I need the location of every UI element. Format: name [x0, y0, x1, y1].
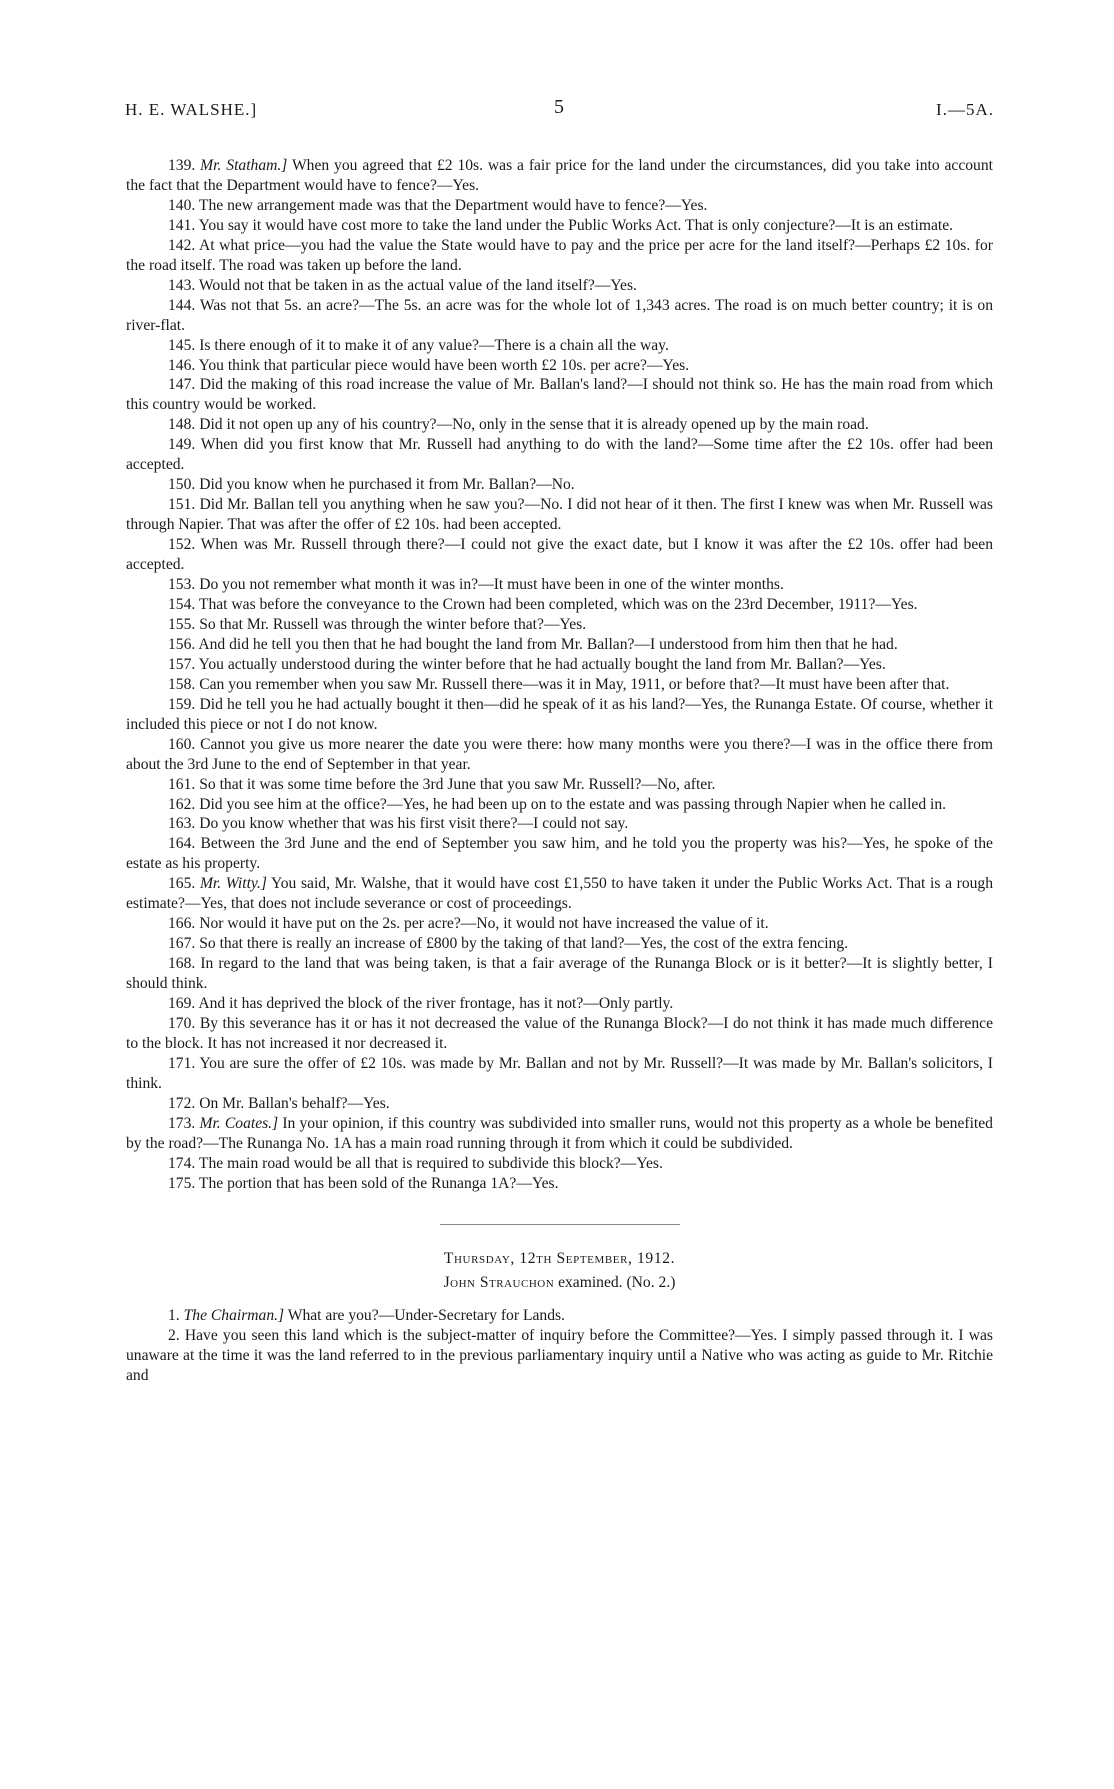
question-text: So that Mr. Russell was through the winter before that?—Yes.	[199, 615, 587, 633]
question-paragraph	[126, 1174, 993, 1194]
question-number: 153.	[168, 576, 196, 594]
question-paragraph	[126, 775, 993, 795]
question-number: 143.	[168, 276, 196, 294]
question-text: Is there enough of it to make it of any value?—There is a chain all the way.	[199, 336, 669, 354]
header-reference: I.—5A.	[936, 100, 994, 119]
question-number: 162.	[168, 795, 196, 813]
question-text: Did you know when he purchased it from Mr. Ballan?—No.	[199, 476, 575, 494]
question-paragraph	[126, 1154, 993, 1174]
question-number: 1.	[168, 1307, 180, 1325]
section-divider	[440, 1224, 680, 1225]
question-number: 146.	[168, 356, 196, 374]
question-number: 163.	[168, 815, 196, 833]
question-text: Did you see him at the office?—Yes, he had been up on to the estate and was passing through Napier when he called in.	[199, 795, 947, 813]
question-paragraph	[126, 1326, 993, 1386]
speaker-name: Mr. Coates.]	[199, 1114, 279, 1132]
question-paragraph	[126, 475, 993, 495]
document-body	[126, 156, 993, 1386]
page-header	[125, 96, 994, 126]
question-paragraph	[126, 914, 993, 934]
question-paragraph	[126, 814, 993, 834]
question-paragraph	[126, 994, 993, 1014]
question-number: 144.	[168, 296, 196, 314]
question-paragraph	[126, 1014, 993, 1054]
question-number: 157.	[168, 655, 196, 673]
question-number: 139.	[168, 157, 196, 174]
question-number: 171.	[168, 1054, 196, 1072]
speaker-name: The Chairman.]	[183, 1307, 285, 1325]
question-number: 160.	[168, 735, 196, 753]
question-number: 145.	[168, 336, 196, 354]
question-number: 158.	[168, 675, 196, 693]
speaker-name: Mr. Witty.]	[199, 875, 267, 893]
question-paragraph	[126, 655, 993, 675]
question-number: 154.	[168, 595, 196, 613]
question-number: 152.	[168, 536, 196, 554]
question-text: And did he tell you then that he had bought the land from Mr. Ballan?—I understood from him then that he had.	[198, 635, 898, 653]
question-paragraph	[126, 595, 993, 615]
question-paragraph	[126, 336, 993, 356]
question-text: By this severance has it or has it not decreased the value of the Runanga Block?—I do not think it has made much difference to the block. It has not increased it nor decreased it.	[126, 1014, 993, 1052]
question-paragraph	[126, 635, 993, 655]
question-paragraph	[126, 435, 993, 475]
question-text: You said, Mr. Walshe, that it would have cost £1,550 to have taken it under the Public Works Act. That is a rough estimate?—Yes, that does not include severance or cost of proceedings.	[126, 875, 994, 913]
question-text: In your opinion, if this country was subdivided into smaller runs, would not this property as a whole be benefited by the road?—The Runanga No. 1A has a main road running through it from which it could be subdivided.	[126, 1114, 993, 1152]
question-paragraph	[126, 375, 993, 415]
question-number: 167.	[168, 935, 196, 953]
question-number: 173.	[168, 1114, 196, 1132]
question-text: The new arrangement made was that the Department would have to fence?—Yes.	[198, 196, 708, 214]
question-text: Would not that be taken in as the actual value of the land itself?—Yes.	[198, 276, 637, 294]
question-paragraph	[126, 535, 993, 575]
question-paragraph	[126, 196, 993, 216]
question-number: 168.	[168, 955, 196, 973]
question-paragraph	[126, 834, 993, 874]
question-paragraph	[126, 296, 993, 336]
question-text: On Mr. Ballan's behalf?—Yes.	[199, 1094, 390, 1112]
question-text: The main road would be all that is required to subdivide this block?—Yes.	[198, 1154, 663, 1172]
question-paragraph	[126, 216, 993, 236]
question-number: 151.	[168, 496, 196, 514]
witness-note: examined. (No. 2.)	[554, 1273, 676, 1291]
question-paragraph	[126, 874, 993, 914]
question-text: Was not that 5s. an acre?—The 5s. an acre was for the whole lot of 1,343 acres. The road is on much better country; it is on river-flat.	[126, 296, 994, 334]
page-number: 5	[554, 96, 565, 118]
question-text: You think that particular piece would have been worth £2 10s. per acre?—Yes.	[198, 356, 690, 374]
question-text: Do you know whether that was his first visit there?—I could not say.	[199, 815, 629, 833]
question-text: Do you not remember what month it was in?—It must have been in one of the winter months.	[199, 576, 784, 594]
question-number: 155.	[168, 615, 196, 633]
question-paragraph	[126, 795, 993, 815]
question-text: That was before the conveyance to the Crown had been completed, which was on the 23rd December, 1911?—Yes.	[198, 595, 918, 613]
question-text: Did Mr. Ballan tell you anything when he saw you?—No. I did not hear of it then. The first I knew was when Mr. Russell was through Napier. That was after the offer of £2 10s. had been accepted.	[126, 496, 994, 534]
question-paragraph	[126, 236, 993, 276]
question-text: In regard to the land that was being taken, is that a fair average of the Runanga Block or is it better?—It is slightly better, I should think.	[126, 955, 993, 993]
question-paragraph	[126, 1306, 993, 1326]
question-text: Have you seen this land which is the subject-matter of inquiry before the Committee?—Yes. I simply passed through it. I was unaware at the time it was the land referred to in the previous parliamentary inquiry until a Native who was acting as guide to Mr. Ritchie and	[126, 1327, 993, 1385]
question-paragraph	[126, 615, 993, 635]
question-text: When did you first know that Mr. Russell had anything to do with the land?—Some time after the £2 10s. offer had been accepted.	[126, 436, 993, 474]
question-paragraph	[126, 695, 993, 735]
question-text: Cannot you give us more nearer the date you were there: how many months were you there?—I was in the office there from about the 3rd June to the end of September in that year.	[126, 735, 993, 773]
question-paragraph	[126, 415, 993, 435]
question-text: So that there is really an increase of £800 by the taking of that land?—Yes, the cost of the extra fencing.	[199, 935, 849, 953]
question-text: Nor would it have put on the 2s. per acre?—No, it would not have increased the value of it.	[199, 915, 769, 933]
question-text: At what price—you had the value the State would have to pay and the price per acre for the land itself?—Perhaps £2 10s. for the road itself. The road was taken up before the land.	[126, 236, 993, 274]
question-paragraph	[126, 356, 993, 376]
question-paragraph	[126, 1054, 993, 1094]
question-paragraph	[126, 1114, 993, 1154]
question-number: 2.	[168, 1327, 180, 1345]
question-number: 148.	[168, 416, 196, 434]
question-text: And it has deprived the block of the river frontage, has it not?—Only partly.	[198, 995, 674, 1013]
question-number: 140.	[168, 196, 196, 214]
question-paragraph	[126, 934, 993, 954]
question-text: The portion that has been sold of the Runanga 1A?—Yes.	[198, 1174, 559, 1192]
question-number: 159.	[168, 695, 196, 713]
evidence-paragraphs-2	[126, 1306, 993, 1386]
question-text: What are you?—Under-Secretary for Lands.	[284, 1307, 565, 1325]
question-text: You are sure the offer of £2 10s. was made by Mr. Ballan and not by Mr. Russell?—It was made by Mr. Ballan's solicitors, I think.	[126, 1054, 993, 1092]
question-text: You actually understood during the winter before that he had actually bought the land from Mr. Ballan?—Yes.	[198, 655, 886, 673]
question-number: 150.	[168, 476, 196, 494]
witness-name: John Strauchon	[443, 1273, 555, 1291]
question-text: Between the 3rd June and the end of September you saw him, and he told you the property was his?—Yes, he spoke of the estate as his property.	[126, 835, 993, 873]
question-text: You say it would have cost more to take the land under the Public Works Act. That is only conjecture?—It is an estimate.	[198, 216, 954, 234]
question-paragraph	[126, 675, 993, 695]
question-number: 175.	[168, 1174, 196, 1192]
question-number: 141.	[168, 216, 196, 234]
question-number: 165.	[168, 875, 196, 893]
question-number: 169.	[168, 995, 196, 1013]
question-text: When was Mr. Russell through there?—I could not give the exact date, but I know it was after the £2 10s. offer had been accepted.	[126, 536, 993, 574]
evidence-paragraphs	[126, 156, 993, 1194]
question-text: When you agreed that £2 10s. was a fair price for the land under the circumstances, did you take into account the fact that the Department would have to fence?—Yes.	[126, 157, 993, 194]
speaker-name: Mr. Statham.]	[200, 157, 288, 174]
question-text: Did the making of this road increase the value of Mr. Ballan's land?—I should not think so. He has the main road from which this country would be worked.	[126, 376, 994, 414]
question-number: 147.	[168, 376, 196, 394]
date-heading: Thursday, 12th September, 1912.	[443, 1249, 676, 1267]
question-paragraph	[126, 1094, 993, 1114]
question-paragraph	[126, 495, 993, 535]
question-number: 170.	[168, 1014, 196, 1032]
witness-heading	[126, 1273, 993, 1293]
question-number: 166.	[168, 915, 196, 933]
question-number: 164.	[168, 835, 196, 853]
header-witness: H. E. WALSHE.]	[125, 100, 258, 119]
question-paragraph	[126, 276, 993, 296]
question-paragraph	[126, 156, 993, 196]
question-text: So that it was some time before the 3rd June that you saw Mr. Russell?—No, after.	[199, 775, 716, 793]
question-paragraph	[126, 575, 993, 595]
question-text: Did it not open up any of his country?—No, only in the sense that it is already opened up by the main road.	[199, 416, 869, 434]
question-number: 142.	[168, 236, 196, 254]
question-number: 161.	[168, 775, 196, 793]
question-number: 174.	[168, 1154, 196, 1172]
question-paragraph	[126, 735, 993, 775]
question-number: 149.	[168, 436, 196, 454]
question-paragraph	[126, 954, 993, 994]
question-number: 156.	[168, 635, 196, 653]
question-text: Did he tell you he had actually bought it then—did he speak of it as his land?—Yes, the Runanga Estate. Of course, whether it included this piece or not I do not know.	[126, 695, 993, 733]
question-text: Can you remember when you saw Mr. Russell there—was it in May, 1911, or before that?—It must have been after that.	[199, 675, 950, 693]
question-number: 172.	[168, 1094, 196, 1112]
